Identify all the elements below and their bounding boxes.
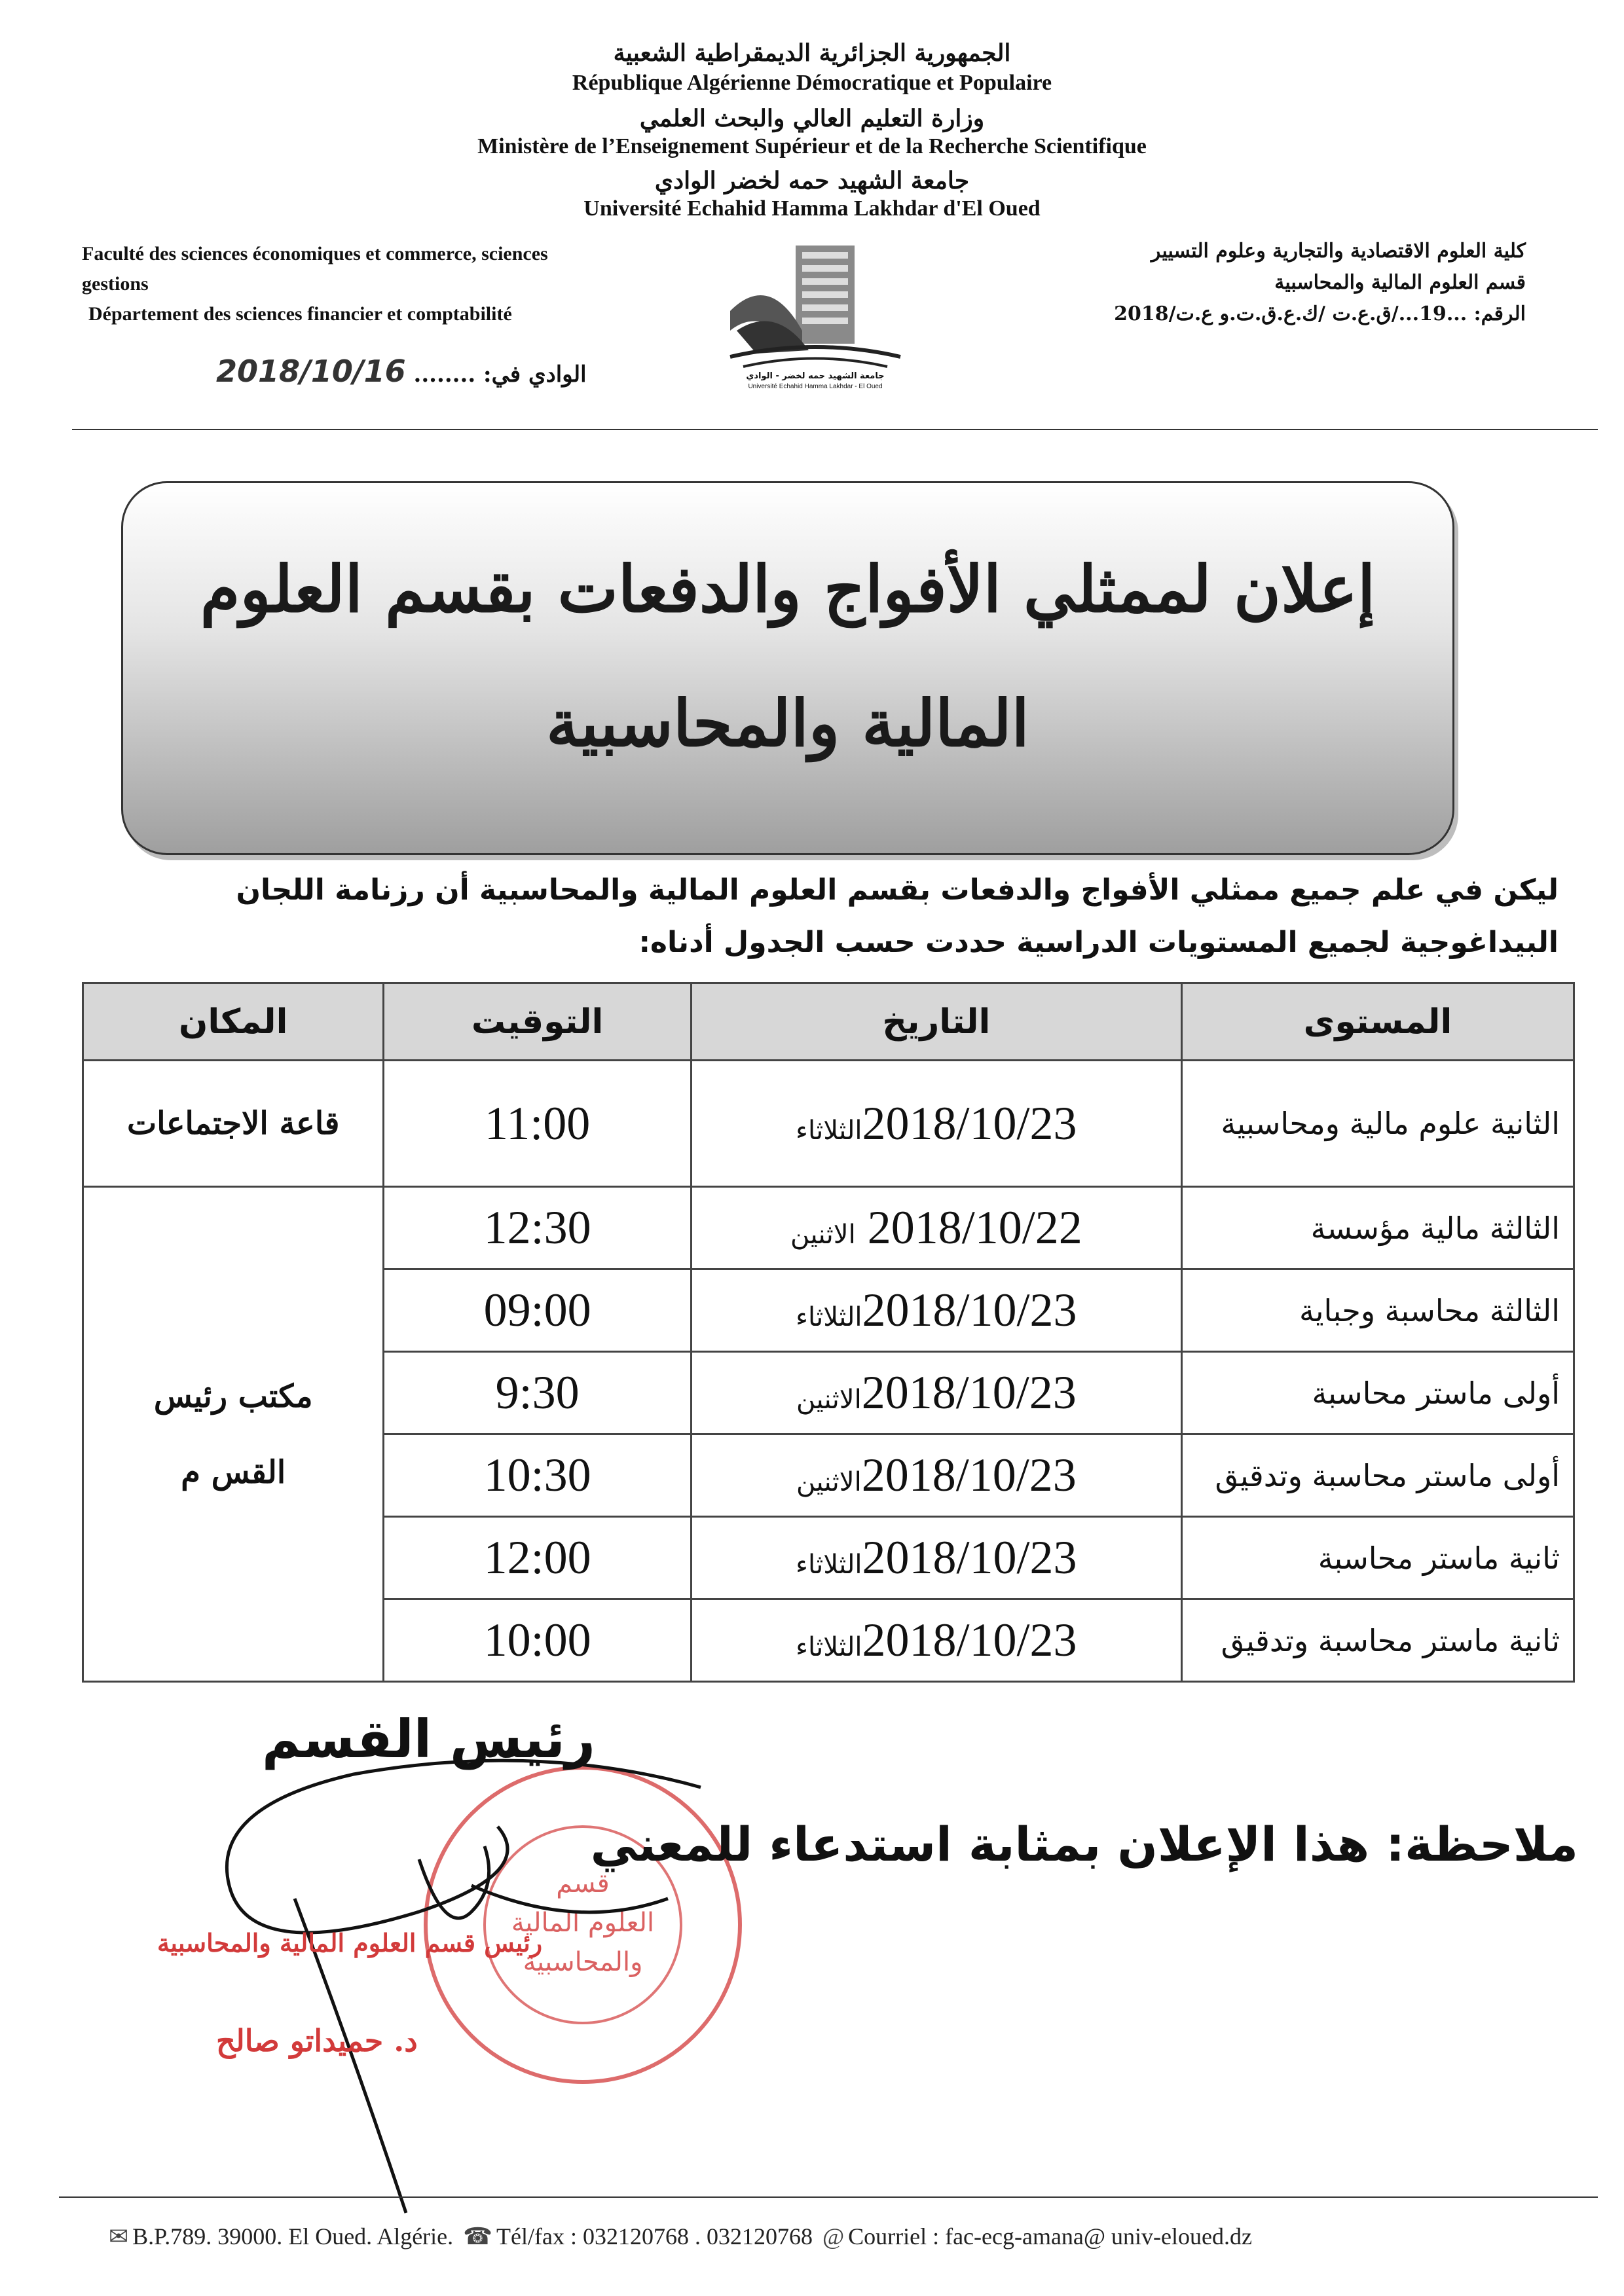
day-value: الثلاثاء [796, 1550, 862, 1580]
level-cell: أولى ماستر محاسبة [1181, 1352, 1574, 1434]
stamp-signature-graphic [79, 1715, 864, 2239]
stamp-name: د. حميداتو صالح [216, 2023, 418, 2058]
university-ar: جامعة الشهيد حمه لخضر الوادي [654, 167, 970, 194]
republic-fr: République Algérienne Démocratique et Populaire [572, 71, 1052, 95]
schedule-table [82, 982, 1575, 1683]
date-value: 2018/10/23 [861, 1366, 1077, 1419]
date-value: 2018/10/23 [862, 1614, 1077, 1666]
logo-caption-ar: جامعة الشهيد حمه لخضر - الوادي [746, 371, 885, 381]
stamp-center-2: العلوم المالية [511, 1908, 655, 1938]
date-cell [691, 1434, 1181, 1517]
reference-ar: الرقم: ...19.../ق.ع.ت /ك.ع.ق.ت.و ع.ت/2018 [1114, 302, 1526, 325]
time-cell: 09:00 [384, 1269, 691, 1352]
handwritten-date: 2018/10/16 [216, 354, 406, 389]
stamp-center-1: قسم [556, 1868, 610, 1899]
place-cell: قاعة الاجتماعات [83, 1061, 384, 1187]
date-cell [691, 1269, 1181, 1352]
at-sign-icon: @ [822, 2223, 845, 2250]
ministry-ar: وزارة التعليم العالي والبحث العلمي [639, 105, 985, 132]
table-row [83, 1187, 1574, 1269]
department-head-title: رئيس القسم [262, 1709, 595, 1770]
stamp-center-3: والمحاسبية [523, 1947, 643, 1977]
date-label: الوادي في: ........ [413, 361, 587, 388]
table-row [83, 1061, 1574, 1187]
time-cell: 9:30 [384, 1352, 691, 1434]
table-header-row [83, 983, 1574, 1061]
intro-line-2: البيداغوجية لجميع المستويات الدراسية حددت حسب الجدول أدناه: [638, 926, 1559, 959]
faculty-fr: Faculté des sciences économiques et commerce, sciences [82, 243, 548, 264]
department-fr: Département des sciences financier et comptabilité [88, 303, 512, 325]
ministry-fr: Ministère de l’Enseignement Supérieur et de la Recherche Scientifique [477, 134, 1147, 158]
place-cell [83, 1187, 384, 1682]
date-cell [691, 1061, 1181, 1187]
date-value: 2018/10/23 [861, 1449, 1077, 1501]
time-cell: 11:00 [384, 1061, 691, 1187]
day-value: الثلاثاء [796, 1115, 862, 1146]
date-cell [691, 1517, 1181, 1599]
announcement-title-box [121, 481, 1454, 855]
faculty-fr-2: gestions [82, 273, 149, 295]
date-cell [691, 1352, 1181, 1434]
header-place: المكان [83, 983, 384, 1061]
envelope-icon: ✉ [109, 2223, 129, 2250]
level-cell: الثالثة مالية مؤسسة [1181, 1187, 1574, 1269]
header-level: المستوى [1181, 983, 1574, 1061]
title-line-2: المالية والمحاسبية [546, 686, 1029, 761]
footer [105, 2223, 1252, 2250]
date-value: 2018/10/23 [862, 1531, 1077, 1584]
date-cell [691, 1599, 1181, 1682]
level-cell: الثانية علوم مالية ومحاسبية [1181, 1061, 1574, 1187]
note-text: ملاحظة: هذا الإعلان بمثابة استدعاء للمعني [590, 1817, 1578, 1872]
date-value: 2018/10/23 [862, 1284, 1077, 1336]
header-date: التاريخ [691, 983, 1181, 1061]
department-ar: قسم العلوم المالية والمحاسبية [1274, 271, 1526, 294]
title-line-1: إعلان لممثلي الأفواج والدفعات بقسم العلوم [200, 552, 1376, 627]
day-value: الثلاثاء [796, 1632, 862, 1662]
phone-icon: ☎ [463, 2223, 492, 2250]
place-line-2: القس م [181, 1453, 286, 1491]
stamp-title: رئيس قسم العلوم المالية والمحاسبية [157, 1928, 543, 1958]
header-divider [72, 429, 1598, 430]
faculty-ar: كلية العلوم الاقتصادية والتجارية وعلوم التسيير [1151, 240, 1526, 263]
footer-email: Courriel : fac-ecg-amana@ univ-eloued.dz [848, 2223, 1252, 2250]
level-cell: أولى ماستر محاسبة وتدقيق [1181, 1434, 1574, 1517]
intro-line-1: ليكن في علم جميع ممثلي الأفواج والدفعات بقسم العلوم المالية والمحاسبية أن رزنامة اللجان [236, 873, 1559, 907]
time-cell: 12:00 [384, 1517, 691, 1599]
footer-address: B.P.789. 39000. El Oued. Algérie. [132, 2223, 454, 2250]
day-value: الثلاثاء [796, 1302, 862, 1332]
level-cell: ثانية ماستر محاسبة [1181, 1517, 1574, 1599]
day-value: الاثنين [790, 1220, 856, 1250]
time-cell: 12:30 [384, 1187, 691, 1269]
header-time: التوقيت [384, 983, 691, 1061]
level-cell: الثالثة محاسبة وجباية [1181, 1269, 1574, 1352]
date-value: 2018/10/23 [862, 1097, 1077, 1150]
faculty-block-fr [82, 239, 697, 329]
republic-ar: الجمهورية الجزائرية الديمقراطية الشعبية [613, 39, 1011, 67]
level-cell: ثانية ماستر محاسبة وتدقيق [1181, 1599, 1574, 1682]
date-value: 2018/10/22 [867, 1201, 1082, 1254]
day-value: الاثنين [796, 1467, 862, 1497]
footer-phone: Tél/fax : 032120768 . 032120768 [496, 2223, 813, 2250]
faculty-block-ar [1015, 236, 1526, 330]
date-line [216, 354, 587, 389]
footer-divider [59, 2196, 1598, 2198]
time-cell: 10:30 [384, 1434, 691, 1517]
date-cell [691, 1187, 1181, 1269]
university-logo-icon [717, 232, 913, 396]
time-cell: 10:00 [384, 1599, 691, 1682]
university-fr: Université Echahid Hamma Lakhdar d'El Oued [583, 196, 1041, 221]
stamp-icon [426, 1768, 740, 2082]
logo-caption-fr: Université Echahid Hamma Lakhdar - El Oued [748, 383, 883, 390]
place-line-1: مكتب رئيس [153, 1377, 313, 1415]
day-value: الاثنين [796, 1385, 862, 1415]
